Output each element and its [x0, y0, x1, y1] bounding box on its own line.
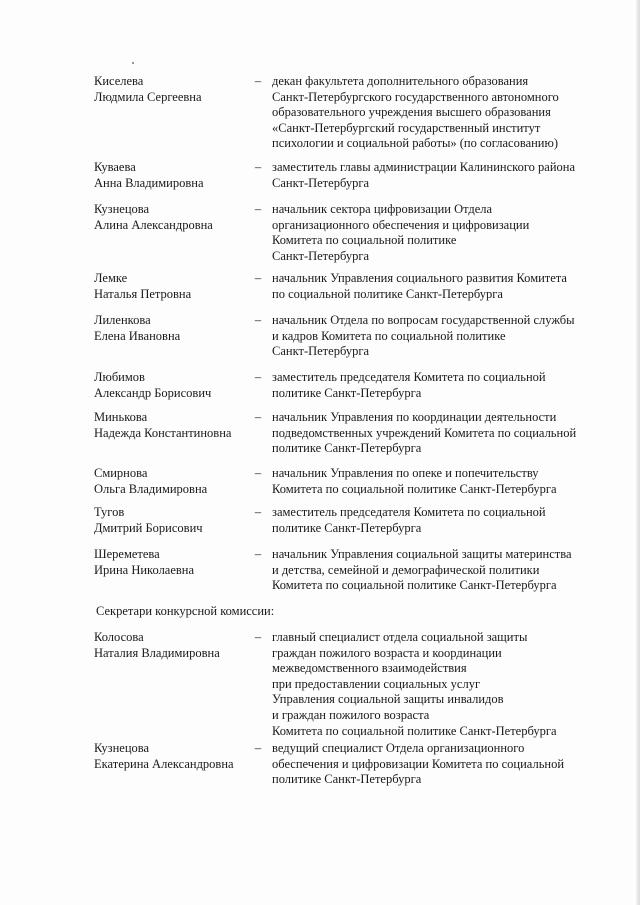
member-given-names: Дмитрий Борисович: [94, 520, 203, 535]
member-given-names: Елена Ивановна: [94, 328, 181, 343]
position-line: Комитета по социальной политике Санкт-Петербурга: [272, 723, 557, 738]
member-position: [272, 547, 602, 594]
position-line: Комитета по социальной политике Санкт-Петербурга: [272, 481, 557, 496]
member-dash: –: [254, 202, 262, 216]
position-line: начальник сектора цифровизации Отдела: [272, 202, 493, 216]
position-line: психологии и социальной работы» (по согласованию): [272, 136, 558, 151]
position-line: «Санкт-Петербургский государственный институт: [272, 120, 541, 135]
secretary-name: [94, 630, 254, 661]
position-line: начальник Отдела по вопросам государственной службы: [272, 313, 575, 327]
position-line: обеспечения и цифровизации Комитета по социальной: [272, 756, 565, 771]
position-line: начальник Управления социального развития Комитета: [272, 271, 567, 285]
position-line: политике Санкт-Петербурга: [272, 385, 422, 400]
member-name: [94, 505, 254, 536]
member-given-names: Людмила Сергеевна: [94, 89, 202, 104]
member-given-names: Алина Александровна: [94, 217, 213, 232]
position-line: при предоставлении социальных услуг: [272, 676, 481, 691]
position-line: по социальной политике Санкт-Петербурга: [272, 286, 503, 301]
member-given-names: Анна Владимировна: [94, 175, 204, 190]
member-dash: –: [254, 410, 262, 424]
member-dash: –: [254, 160, 262, 174]
position-line: Санкт-Петербургского государственного автономного: [272, 89, 559, 104]
position-line: начальник Управления по опеке и попечительству: [272, 466, 539, 480]
secretary-name: [94, 741, 254, 772]
member-name: [94, 410, 254, 441]
position-line: главный специалист отдела социальной защиты: [272, 630, 528, 644]
secretary-given-names: Екатерина Александровна: [94, 756, 234, 771]
position-line: и граждан пожилого возраста: [272, 707, 430, 722]
member-name: [94, 370, 254, 401]
position-line: Комитета по социальной политике: [272, 233, 457, 248]
member-surname: Минькова: [94, 410, 148, 424]
member-dash: –: [254, 466, 262, 480]
member-name: [94, 202, 254, 233]
position-line: граждан пожилого возраста и координации: [272, 645, 502, 660]
position-line: заместитель председателя Комитета по социальной: [272, 370, 546, 384]
member-given-names: Александр Борисович: [94, 385, 212, 400]
secretaries-heading: Секретари конкурсной комиссии:: [96, 604, 275, 618]
position-line: ведущий специалист Отдела организационного: [272, 741, 525, 755]
member-surname: Смирнова: [94, 466, 148, 480]
position-line: декан факультета дополнительного образования: [272, 74, 529, 88]
position-line: и кадров Комитета по социальной политике: [272, 328, 506, 343]
member-surname: Шереметева: [94, 547, 160, 561]
secretary-surname: Кузнецова: [94, 741, 150, 755]
member-name: [94, 547, 254, 578]
member-dash: –: [254, 271, 262, 285]
member-name: [94, 466, 254, 497]
position-line: политике Санкт-Петербурга: [272, 441, 422, 456]
position-line: и детства, семейной и демографической политики: [272, 562, 540, 577]
member-name: [94, 160, 254, 191]
member-given-names: Ирина Николаевна: [94, 562, 195, 577]
position-line: политике Санкт-Петербурга: [272, 520, 422, 535]
member-position: [272, 466, 602, 497]
position-line: Санкт-Петербурга: [272, 248, 370, 263]
member-surname: Тугов: [94, 505, 125, 519]
member-position: [272, 370, 602, 401]
secretary-given-names: Наталия Владимировна: [94, 645, 220, 660]
member-surname: Лемке: [94, 271, 128, 285]
position-line: Управления социальной защиты инвалидов: [272, 692, 504, 707]
member-name: [94, 74, 254, 105]
position-line: заместитель главы администрации Калининского района: [272, 160, 576, 174]
position-line: межведомственного взаимодействия: [272, 661, 467, 676]
position-line: образовательного учреждения высшего образования: [272, 105, 551, 120]
member-surname: Кузнецова: [94, 202, 150, 216]
secretary-position: [272, 741, 602, 788]
member-position: [272, 313, 602, 360]
member-dash: –: [254, 74, 262, 88]
position-line: политике Санкт-Петербурга: [272, 772, 422, 787]
member-surname: Лиленкова: [94, 313, 151, 327]
secretary-position: [272, 630, 602, 739]
position-line: Санкт-Петербурга: [272, 175, 370, 190]
secretary-dash: –: [254, 741, 262, 755]
position-line: начальник Управления социальной защиты материнства: [272, 547, 572, 561]
position-line: организационного обеспечения и цифровизации: [272, 217, 530, 232]
member-dash: –: [254, 547, 262, 561]
member-name: [94, 313, 254, 344]
member-given-names: Надежда Константиновна: [94, 425, 232, 440]
member-dash: –: [254, 370, 262, 384]
member-given-names: Ольга Владимировна: [94, 481, 208, 496]
member-position: [272, 74, 602, 152]
scan-edge-shadow: [636, 0, 640, 905]
position-line: Комитета по социальной политике Санкт-Петербурга: [272, 578, 557, 593]
member-surname: Киселева: [94, 74, 144, 88]
member-position: [272, 410, 602, 457]
secretary-surname: Колосова: [94, 630, 144, 644]
member-position: [272, 202, 602, 264]
position-line: подведомственных учреждений Комитета по социальной: [272, 425, 577, 440]
secretary-dash: –: [254, 630, 262, 644]
member-name: [94, 271, 254, 302]
member-position: [272, 160, 602, 191]
member-dash: –: [254, 505, 262, 519]
member-position: [272, 271, 602, 302]
position-line: Санкт-Петербурга: [272, 344, 370, 359]
member-position: [272, 505, 602, 536]
member-surname: Любимов: [94, 370, 145, 384]
member-given-names: Наталья Петровна: [94, 286, 192, 301]
scan-speck: [132, 62, 134, 64]
position-line: заместитель председателя Комитета по социальной: [272, 505, 546, 519]
member-surname: Куваева: [94, 160, 136, 174]
member-dash: –: [254, 313, 262, 327]
position-line: начальник Управления по координации деятельности: [272, 410, 557, 424]
